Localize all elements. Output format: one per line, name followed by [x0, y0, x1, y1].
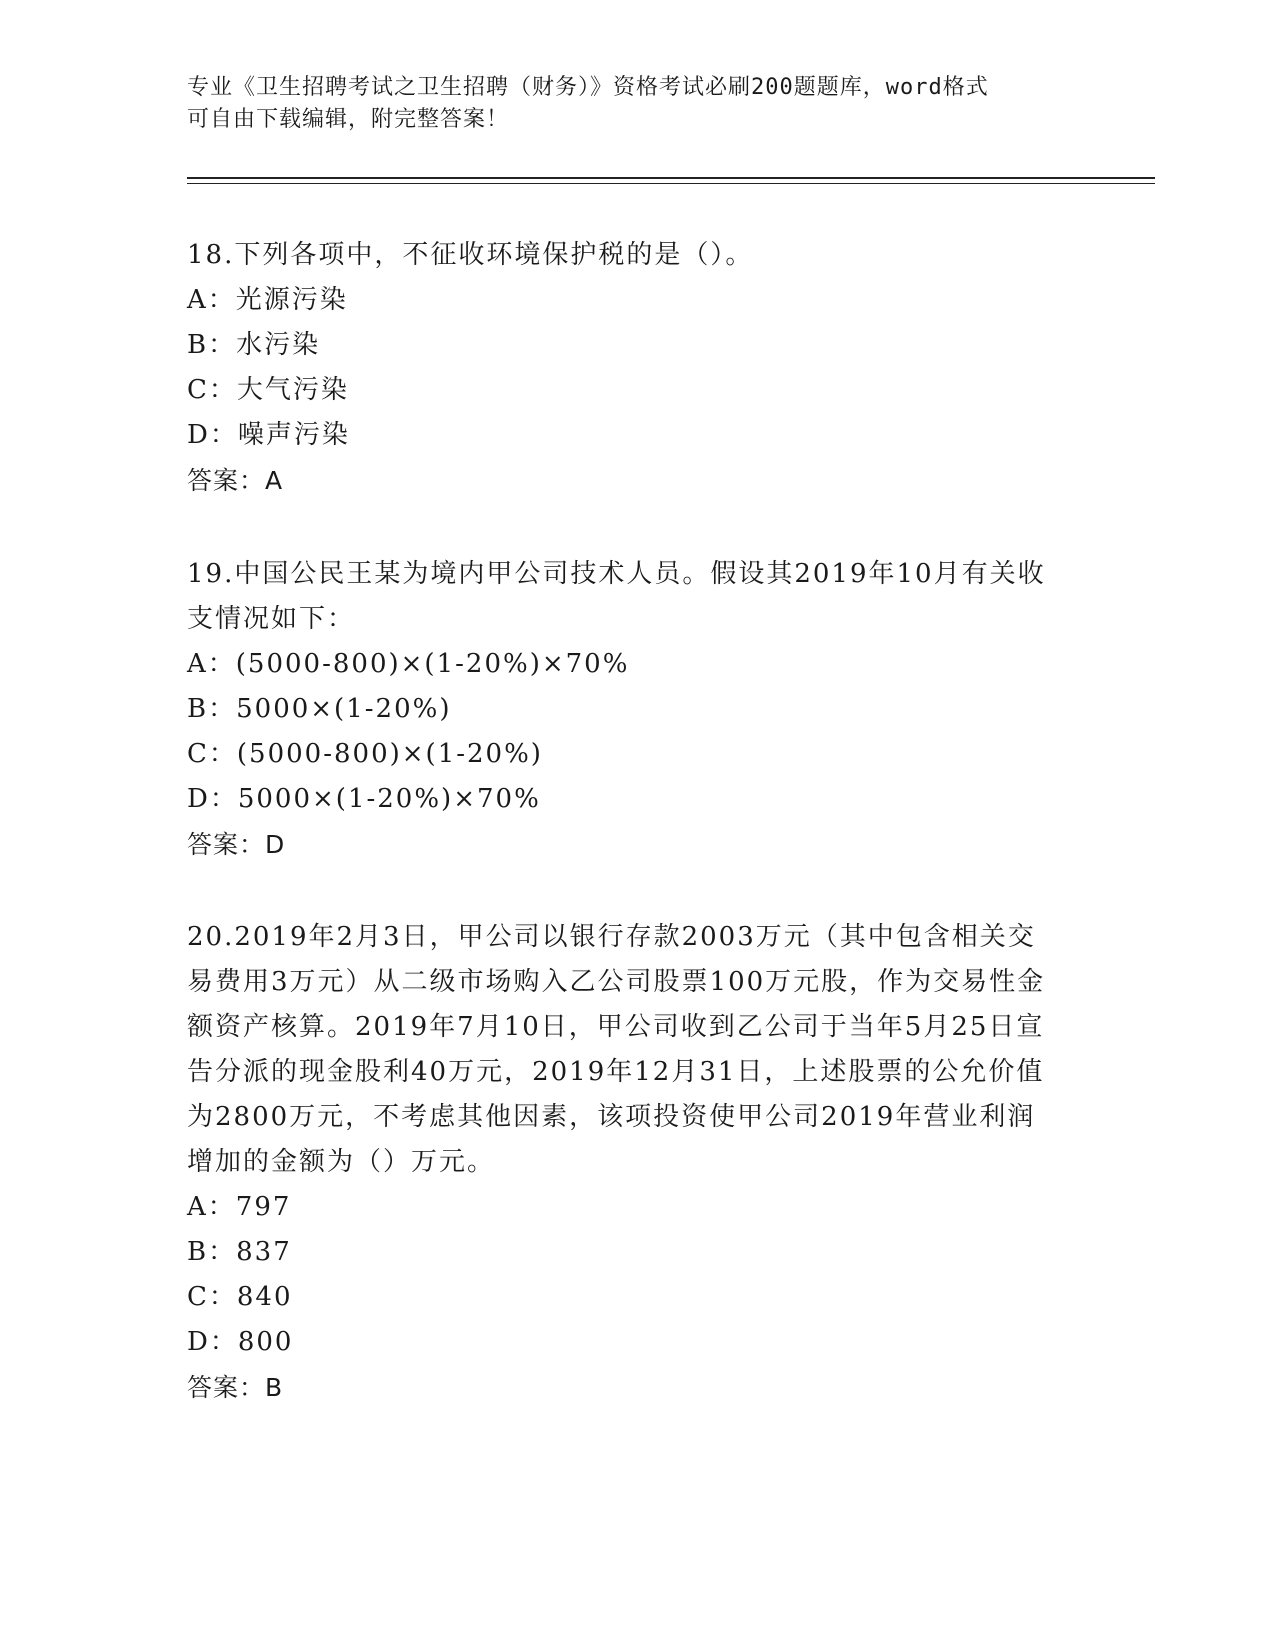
question-stem: 19.中国公民王某为境内甲公司技术人员。假设其2019年10月有关收支情况如下： [187, 559, 1046, 634]
question-19 [187, 552, 1047, 867]
option-b: B：水污染 [187, 330, 321, 360]
option-a: A：光源污染 [187, 285, 348, 315]
option-c: C：(5000-800)×(1-20%) [187, 739, 543, 769]
answer: 答案：D [187, 830, 286, 859]
question-stem: 18.下列各项中，不征收环境保护税的是（）。 [187, 240, 754, 270]
question-18 [187, 233, 1087, 503]
option-a: A：797 [187, 1192, 292, 1222]
option-d: D：800 [187, 1327, 294, 1357]
option-b: B：5000×(1-20%) [187, 694, 452, 724]
question-stem: 20.2019年2月3日，甲公司以银行存款2003万元（其中包含相关交易费用3万元）从二级市场购入乙公司股票100万元股，作为交易性金额资产核算。2019年7月10日，甲公司收到乙公司于当年5月25日宣告分派的现金股利40万元，2019年12月31日，上述股票的公允价值为2800万元，不考虑其他因素，该项投资使甲公司2019年营业利润增加的金额为（）万元。 [187, 922, 1046, 1177]
header-divider [187, 177, 1155, 184]
option-a: A：(5000-800)×(1-20%)×70% [187, 649, 630, 679]
option-d: D：噪声污染 [187, 420, 350, 450]
option-c: C：大气污染 [187, 375, 349, 405]
option-c: C：840 [187, 1282, 293, 1312]
option-b: B：837 [187, 1237, 292, 1267]
document-header [187, 72, 1067, 136]
option-d: D：5000×(1-20%)×70% [187, 784, 541, 814]
question-20 [187, 915, 1057, 1410]
answer: 答案：A [187, 466, 284, 495]
header-line-2: 可自由下载编辑，附完整答案！ [187, 107, 510, 132]
answer: 答案：B [187, 1373, 284, 1402]
header-line-1: 专业《卫生招聘考试之卫生招聘（财务）》资格考试必刷200题题库，word格式 [187, 75, 989, 100]
